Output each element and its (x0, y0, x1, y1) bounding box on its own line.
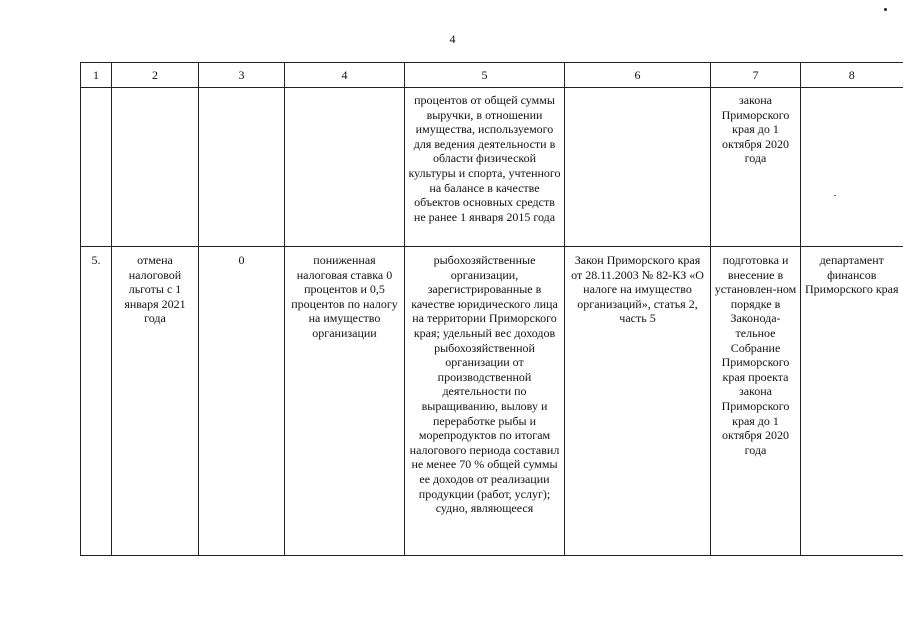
measures-table (80, 62, 903, 556)
column-number-1: 1 (81, 63, 112, 88)
column-number-2: 2 (112, 63, 199, 88)
table-row-5 (81, 247, 903, 556)
benefit-cell: пониженная налоговая ставка 0 процентов и 0,5 процентов по налогу на имущество организации (285, 247, 405, 556)
scan-speck (884, 8, 887, 11)
measure-cell: отмена налоговой льготы с 1 января 2021 года (112, 247, 199, 556)
amount-cell: 0 (199, 247, 285, 556)
continuation-cell-8 (801, 88, 903, 247)
continuation-cell-3 (199, 88, 285, 247)
column-number-4: 4 (285, 63, 405, 88)
column-number-row (81, 63, 903, 88)
column-number-5: 5 (405, 63, 565, 88)
row-number: 5. (81, 247, 112, 556)
column-number-3: 3 (199, 63, 285, 88)
law-reference-cell: Закон Приморского края от 28.11.2003 № 82-КЗ «О налоге на имущество организаций», статья 2, часть 5 (565, 247, 711, 556)
continuation-row (81, 88, 903, 247)
continuation-cell-2 (112, 88, 199, 247)
responsible-cell: департамент финансов Приморского края (801, 247, 903, 556)
continuation-cell-actions: закона Приморского края до 1 октября 2020 года (711, 88, 801, 247)
continuation-cell-1 (81, 88, 112, 247)
continuation-cell-4 (285, 88, 405, 247)
page-number: 4 (449, 32, 456, 46)
conditions-cell: рыбохозяйственные организации, зарегистрированные в качестве юридического лица на территории Приморского края; удельный вес доходов рыбохозяйственной организации от производственной деятельности по выращиванию, вылову и переработке рыбы и морепродуктов по итогам налогового периода составил не менее 70 % общей суммы ее доходов от реализации продукции (работ, услуг); судно, являющееся (405, 247, 565, 556)
column-number-6: 6 (565, 63, 711, 88)
continuation-cell-conditions: процентов от общей суммы выручки, в отношении имущества, используемого для ведения деятельности в области физической культуры и спорта, учтенного на балансе в качестве объектов основных средств не ранее 1 января 2015 года (405, 88, 565, 247)
continuation-cell-6 (565, 88, 711, 247)
column-number-8: 8 (801, 63, 903, 88)
column-number-7: 7 (711, 63, 801, 88)
actions-cell: подготовка и внесение в установлен-ном порядке в Законода-тельное Собрание Приморского края проекта закона Приморского края до 1 октября 2020 года (711, 247, 801, 556)
